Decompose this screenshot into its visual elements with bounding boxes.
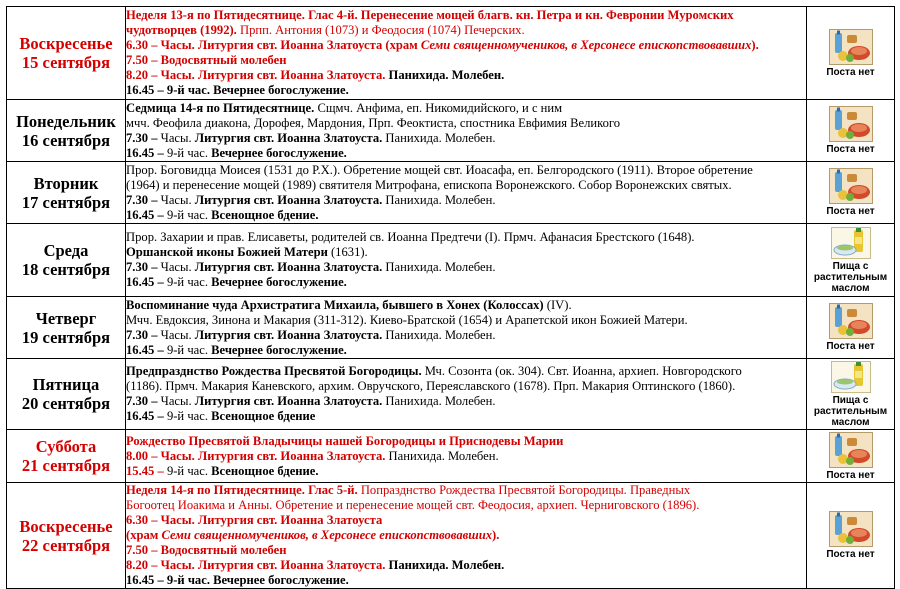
service-line — [126, 394, 806, 409]
schedule-table — [6, 6, 895, 589]
weekday: Среда — [43, 241, 89, 260]
service-line — [126, 53, 806, 68]
food-icon — [829, 168, 873, 204]
weekday: Пятница — [32, 375, 100, 394]
service-line — [126, 558, 806, 573]
fast-label: Пища с растительным маслом — [813, 260, 888, 294]
food-icon — [829, 29, 873, 65]
text-span: Всенощное бдение. — [211, 207, 319, 222]
text-span: 9-й час. — [166, 207, 212, 222]
text-span: 16.45 – — [126, 275, 167, 289]
service-line — [126, 543, 806, 558]
fast-cell — [807, 359, 895, 430]
fast-label: Поста нет — [826, 144, 875, 155]
day-cell — [7, 7, 126, 100]
service-line — [126, 83, 806, 98]
day-cell — [7, 162, 126, 224]
fast-label: Пища с растительным маслом — [813, 394, 888, 428]
text-span: Часы. — [160, 260, 195, 274]
date: 16 сентября — [21, 130, 111, 150]
weekday: Вторник — [33, 173, 99, 193]
text-span: Часы. — [160, 394, 195, 408]
text-span: Предпразднство Рождества Пресвятой Богородицы. — [126, 364, 425, 378]
text-span: Неделя 13-я по Пятидесятнице. Глас 4-й. Перенесение мощей благв. кн. Петра и кн. Февронии Муромских — [126, 8, 734, 22]
service-line — [126, 364, 806, 379]
text-span: 9-й час. — [166, 409, 212, 423]
text-span: Семи священномучеников, в Херсонесе епископствовавших — [161, 528, 493, 542]
text-span: 8.00 – Часы. Литургия свт. Иоанна Златоуста. — [126, 448, 389, 463]
fast-cell — [807, 100, 895, 162]
text-span: Прор. Боговидца Моисея (1531 до Р.Х.). Обретение мощей свт. Иоасафа, еп. Белгородского (1911). Второе обретение — [126, 162, 753, 177]
service-line — [126, 483, 806, 498]
text-span: мчч. Феофила диакона, Дорофея, Мардония, Прп. Феоктиста, спостника Евфимия Великого — [126, 115, 621, 130]
text-span: 6.30 – Часы. Литургия свт. Иоанна Златоуста — [126, 513, 383, 527]
text-span: Литургия свт. Иоанна Златоуста. — [194, 192, 386, 207]
text-span: 7.30 – — [126, 327, 161, 342]
text-span: 9-й час. — [166, 463, 212, 478]
text-span: 9-й час. — [166, 342, 212, 357]
weekday: Четверг — [35, 308, 97, 328]
service-line — [126, 573, 806, 588]
service-line — [126, 513, 806, 528]
text-span: Часы. — [160, 327, 195, 342]
service-line — [126, 178, 806, 193]
service-line — [126, 8, 806, 23]
weekday: Понедельник — [16, 111, 116, 131]
text-span: Часы. — [160, 192, 195, 207]
service-line — [126, 193, 806, 208]
text-span: Седмица 14-я по Пятидесятнице. — [126, 100, 318, 115]
schedule-row — [7, 430, 895, 483]
services-cell — [126, 297, 807, 359]
fast-label: Поста нет — [826, 549, 875, 560]
text-span: Вечернее богослужение. — [211, 342, 347, 357]
schedule-body — [7, 7, 895, 589]
food-icon — [829, 303, 873, 339]
weekday: Воскресенье — [19, 516, 113, 536]
fast-cell — [807, 7, 895, 100]
food-icon — [829, 106, 873, 142]
date: 15 сентября — [21, 53, 111, 72]
text-span: Богоотец Иоакима и Анны. Обретение и перенесение мощей свт. Феодосия, архиеп. Черниговского (1896). — [126, 498, 700, 512]
services-cell — [126, 100, 807, 162]
day-cell — [7, 483, 126, 589]
text-span: Панихида. Молебен. — [385, 192, 496, 207]
text-span: Литургия свт. Иоанна Златоуста. — [194, 327, 386, 342]
service-line — [126, 464, 806, 479]
fast-cell — [807, 297, 895, 359]
text-span: ). — [492, 528, 500, 542]
service-line — [126, 163, 806, 178]
text-span: Панихида. Молебен. — [385, 394, 496, 408]
service-line — [126, 260, 806, 275]
text-span: 8.20 – Часы. Литургия свт. Иоанна Златоуста. — [126, 68, 389, 82]
text-span: 9-й час. — [166, 275, 212, 289]
text-span: Литургия свт. Иоанна Златоуста. — [194, 130, 386, 145]
text-span: 16.45 – 9-й час. Вечернее богослужение. — [126, 573, 349, 587]
service-line — [126, 116, 806, 131]
date: 21 сентября — [21, 456, 111, 475]
day-cell — [7, 430, 126, 483]
text-span: Воспоминание чуда Архистратига Михаила, бывшего в Хонех (Колоссах) — [126, 297, 547, 312]
service-line — [126, 498, 806, 513]
text-span: (1186). Прмч. Макария Каневского, архим. Овручского, Переяславского (1678). Прп. Макария Оптинского (1860). — [126, 379, 736, 393]
schedule-row — [7, 359, 895, 430]
text-span: ). — [751, 38, 759, 52]
day-cell — [7, 359, 126, 430]
text-span: Литургия свт. Иоанна Златоуста. — [194, 394, 386, 408]
text-span: 16.45 – — [126, 409, 167, 423]
service-line — [126, 68, 806, 83]
service-line — [126, 298, 806, 313]
schedule-row — [7, 7, 895, 100]
services-cell — [126, 162, 807, 224]
fast-cell — [807, 162, 895, 224]
service-line — [126, 208, 806, 223]
services-cell — [126, 7, 807, 100]
text-span: Панихида. Молебен. — [388, 448, 499, 463]
weekday: Суббота — [35, 437, 97, 456]
text-span: Панихида. Молебен. — [385, 260, 496, 274]
text-span: Вечернее богослужение. — [211, 145, 347, 160]
oil-icon — [831, 361, 871, 393]
text-span: Панихида. Молебен. — [385, 130, 496, 145]
schedule-row — [7, 224, 895, 297]
text-span: (IV). — [546, 297, 572, 312]
schedule-row — [7, 162, 895, 224]
date: 17 сентября — [21, 192, 111, 212]
service-line — [126, 409, 806, 424]
day-cell — [7, 297, 126, 359]
text-span: 7.50 – Водосвятный молебен — [126, 543, 287, 557]
day-cell — [7, 224, 126, 297]
fast-label: Поста нет — [826, 469, 875, 481]
text-span: Всенощное бдение — [211, 409, 316, 423]
text-span: 7.30 – — [126, 130, 161, 145]
text-span: Панихида. Молебен. — [385, 327, 496, 342]
date: 18 сентября — [21, 260, 111, 279]
service-line — [126, 38, 806, 53]
date: 19 сентября — [21, 327, 111, 347]
fast-label: Поста нет — [826, 206, 875, 217]
text-span: Панихида. Молебен. — [388, 558, 505, 572]
service-line — [126, 245, 806, 260]
text-span: 15.45 – — [126, 463, 167, 478]
services-cell — [126, 430, 807, 483]
service-line — [126, 449, 806, 464]
food-icon — [829, 511, 873, 547]
service-line — [126, 275, 806, 290]
schedule-row — [7, 483, 895, 589]
services-cell — [126, 483, 807, 589]
service-line — [126, 230, 806, 245]
text-span: Мч. Созонта (ок. 304). Свт. Иоанна, архиеп. Новгородского — [424, 364, 742, 378]
text-span: 9-й час. — [166, 145, 212, 160]
text-span: (1631). — [330, 245, 368, 259]
service-line — [126, 379, 806, 394]
text-span: 6.30 – Часы. Литургия свт. Иоанна Златоуста (храм — [126, 38, 421, 52]
text-span: Прпп. Антония (1073) и Феодосия (1074) Печерских. — [239, 23, 525, 37]
text-span: Вечернее богослужение. — [211, 275, 347, 289]
fast-label: Поста нет — [826, 66, 875, 78]
fast-cell — [807, 483, 895, 589]
text-span: Мчч. Евдоксия, Зинона и Макария (311-312). Киево-Братской (1654) и Арапетской икон Божией Матери. — [126, 312, 688, 327]
text-span: Попразднство Рождества Пресвятой Богородицы. Праведных — [360, 483, 691, 497]
text-span: 7.30 – — [126, 394, 161, 408]
text-span: Сщмч. Анфима, еп. Никомидийского, и с ним — [317, 100, 563, 115]
food-icon — [829, 432, 873, 468]
service-line — [126, 23, 806, 38]
text-span: Всенощное бдение. — [211, 463, 319, 478]
fast-cell — [807, 224, 895, 297]
text-span: Неделя 14-я по Пятидесятнице. Глас 5-й. — [126, 483, 361, 497]
day-cell — [7, 100, 126, 162]
oil-icon — [831, 227, 871, 259]
text-span: 16.45 – 9-й час. Вечернее богослужение. — [126, 83, 349, 97]
text-span: (1964) и перенесение мощей (1989) святителя Митрофана, епископа Воронежского. Собор Воронежских святых. — [126, 177, 732, 192]
fast-cell — [807, 430, 895, 483]
fast-label: Поста нет — [826, 341, 875, 352]
text-span: чудотворцев (1992). — [126, 23, 240, 37]
text-span: 16.45 – — [126, 207, 167, 222]
text-span: Часы. — [160, 130, 195, 145]
service-line — [126, 528, 806, 543]
services-cell — [126, 224, 807, 297]
text-span: 7.30 – — [126, 260, 161, 274]
service-line — [126, 146, 806, 161]
services-cell — [126, 359, 807, 430]
text-span: Панихида. Молебен. — [388, 68, 505, 82]
text-span: 16.45 – — [126, 342, 167, 357]
text-span: Рождество Пресвятой Владычицы нашей Богородицы и Приснодевы Марии — [126, 433, 564, 448]
service-line — [126, 313, 806, 328]
schedule-row — [7, 100, 895, 162]
text-span: Прор. Захарии и прав. Елисаветы, родителей св. Иоанна Предтечи (I). Прмч. Афанасия Брестского (1648). — [126, 230, 695, 244]
text-span: Литургия свт. Иоанна Златоуста. — [194, 260, 386, 274]
text-span: 8.20 – Часы. Литургия свт. Иоанна Златоуста. — [126, 558, 389, 572]
service-line — [126, 434, 806, 449]
schedule-row — [7, 297, 895, 359]
text-span: 7.50 – Водосвятный молебен — [126, 53, 287, 67]
text-span: Оршанской иконы Божией Матери — [126, 245, 331, 259]
text-span: 7.30 – — [126, 192, 161, 207]
service-line — [126, 101, 806, 116]
date: 22 сентября — [21, 535, 111, 555]
text-span: (храм — [126, 528, 162, 542]
service-line — [126, 343, 806, 358]
service-line — [126, 328, 806, 343]
text-span: Семи священномучеников, в Херсонесе епископствовавших — [420, 38, 752, 52]
service-line — [126, 131, 806, 146]
date: 20 сентября — [21, 394, 111, 413]
text-span: 16.45 – — [126, 145, 167, 160]
weekday: Воскресенье — [19, 34, 113, 53]
